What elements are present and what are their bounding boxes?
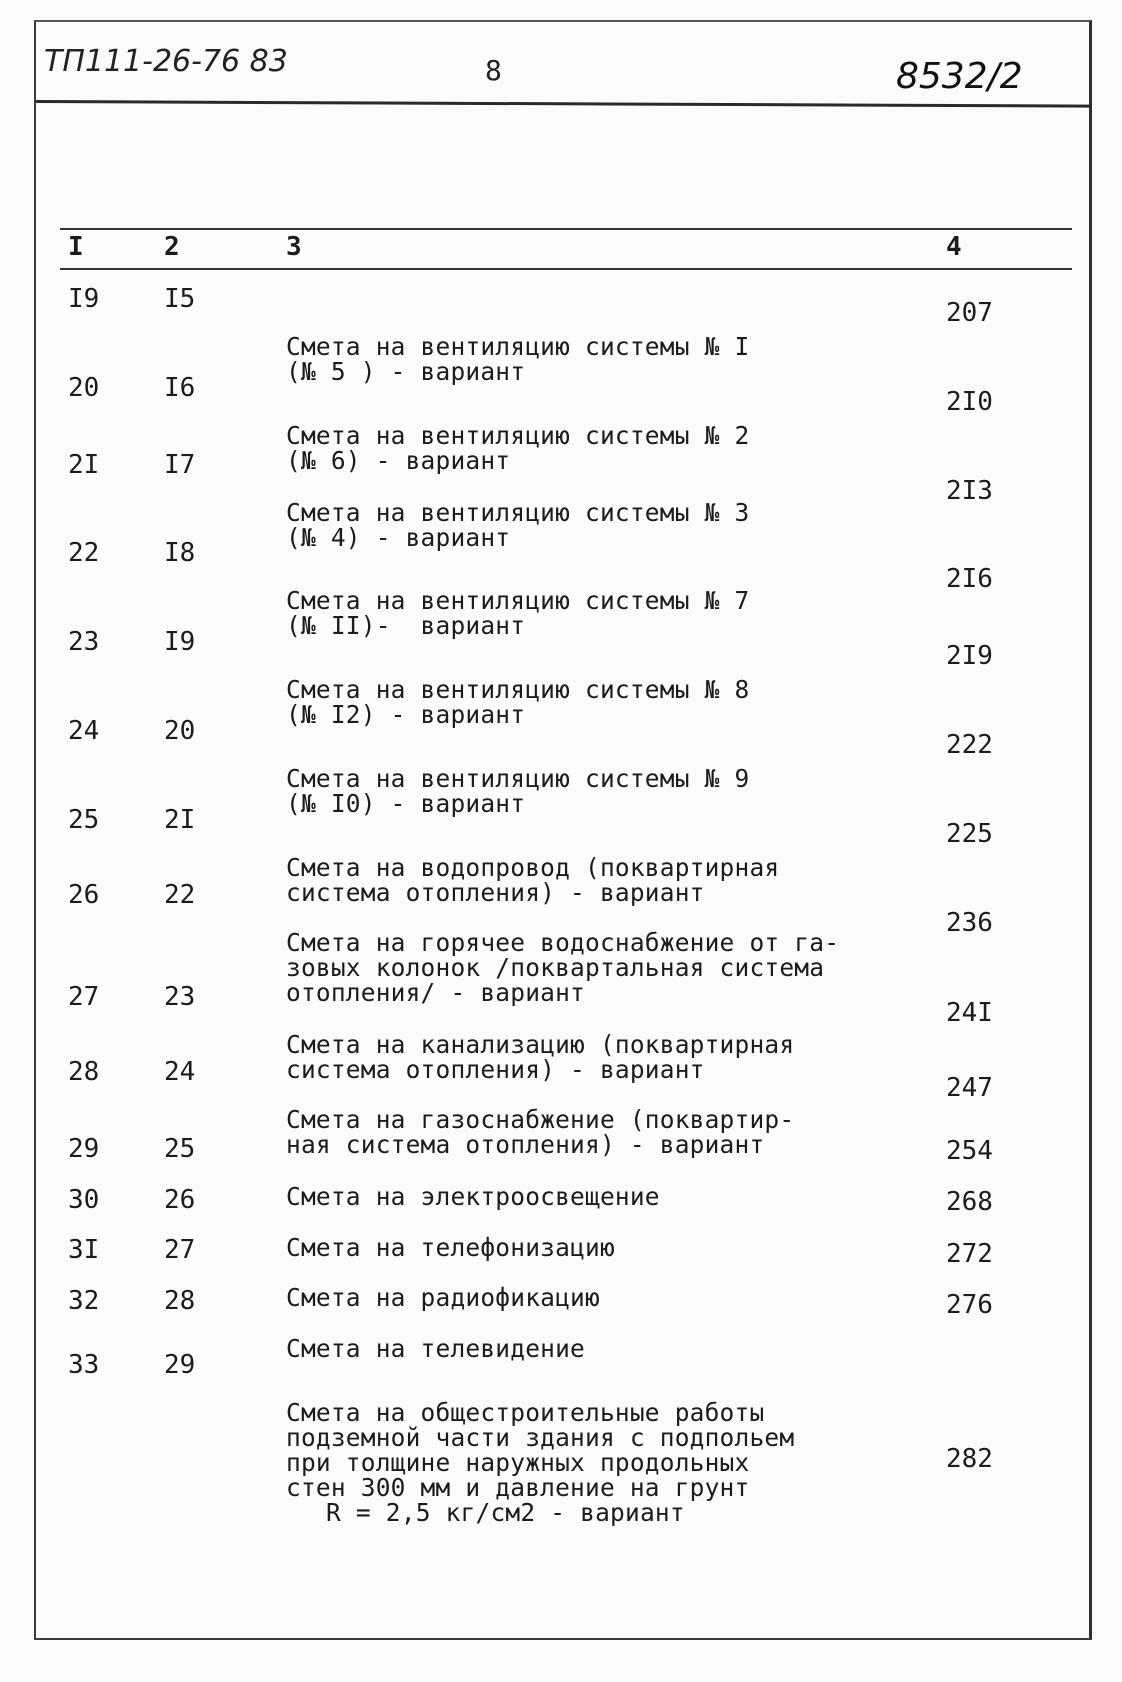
- estimate-number: 22: [164, 880, 196, 910]
- row-number: 20: [68, 373, 100, 403]
- estimate-title: Смета на вентиляцию системы № 7 (№ II)- вариант: [286, 586, 750, 640]
- estimate-title: Смета на радиофикацию: [286, 1283, 600, 1312]
- estimate-number: 20: [164, 716, 196, 746]
- row-number: 25: [68, 805, 100, 835]
- column-header-2: 2: [164, 232, 180, 262]
- estimate-title: Смета на вентиляцию системы № 9 (№ I0) - вариант: [286, 764, 750, 818]
- page-number: 8: [485, 54, 502, 87]
- estimate-title: Смета на вентиляцию системы № 8 (№ I2) - вариант: [286, 675, 750, 729]
- page-ref: 222: [946, 730, 993, 760]
- estimate-title: Смета на электроосвещение: [286, 1182, 660, 1211]
- estimate-title: Смета на водопровод (поквартирная система отопления) - вариант: [286, 853, 780, 907]
- estimate-title: Смета на телефонизацию: [286, 1233, 615, 1262]
- row-number: 29: [68, 1134, 100, 1164]
- page-ref: 24I: [946, 998, 993, 1028]
- estimate-number: 23: [164, 982, 196, 1012]
- estimate-number: I9: [164, 627, 196, 657]
- estimate-title: Смета на вентиляцию системы № 3 (№ 4) - вариант: [286, 498, 750, 552]
- row-number: 2I: [68, 450, 100, 480]
- row-number: I9: [68, 284, 100, 314]
- page-ref: 247: [946, 1073, 993, 1103]
- page-ref: 276: [946, 1290, 993, 1320]
- row-number: 28: [68, 1057, 100, 1087]
- row-number: 27: [68, 982, 100, 1012]
- page-ref: 2I3: [946, 476, 993, 506]
- estimate-number: 29: [164, 1350, 196, 1380]
- estimate-title: Смета на вентиляцию системы № I (№ 5 ) - вариант: [286, 332, 750, 386]
- page-ref: 282: [946, 1444, 993, 1474]
- estimate-number: I7: [164, 450, 196, 480]
- row-number: 30: [68, 1185, 100, 1215]
- page-ref: 254: [946, 1136, 993, 1166]
- column-header-3: 3: [286, 232, 302, 262]
- document-number: ТП111-26-76 83: [44, 44, 288, 79]
- row-number: 33: [68, 1350, 100, 1380]
- estimate-title: Смета на канализацию (поквартирная система отопления) - вариант: [286, 1030, 795, 1084]
- page-ref: 2I6: [946, 564, 993, 594]
- estimate-number: 24: [164, 1057, 196, 1087]
- estimate-number: 26: [164, 1185, 196, 1215]
- estimate-title: Смета на вентиляцию системы № 2 (№ 6) - вариант: [286, 421, 750, 475]
- row-number: 24: [68, 716, 100, 746]
- page-ref: 272: [946, 1239, 993, 1269]
- estimate-number: 27: [164, 1235, 196, 1265]
- estimate-number: I8: [164, 538, 196, 568]
- row-number: 3I: [68, 1235, 100, 1265]
- estimate-number: 28: [164, 1286, 196, 1316]
- page-ref: 268: [946, 1187, 993, 1217]
- page-ref: 207: [946, 298, 993, 328]
- row-number: 23: [68, 627, 100, 657]
- estimate-number: 25: [164, 1134, 196, 1164]
- page-ref: 2I0: [946, 387, 993, 417]
- estimate-number: I5: [164, 284, 196, 314]
- estimate-title: Смета на телевидение: [286, 1334, 586, 1363]
- estimate-title: Смета на общестроительные работы подземной части здания с подпольем при толщине наружных продольных стен 300 мм и давление на грунт R = 2,5 кг/см2 - вариант: [286, 1398, 795, 1527]
- row-number: 22: [68, 538, 100, 568]
- archive-code: 8532/2: [896, 56, 1023, 97]
- estimate-title: Смета на газоснабжение (поквартир- ная система отопления) - вариант: [286, 1105, 795, 1159]
- row-number: 32: [68, 1286, 100, 1316]
- column-header-1: I: [68, 232, 84, 262]
- row-number: 26: [68, 880, 100, 910]
- page-ref: 2I9: [946, 641, 993, 671]
- table-header-top-rule: [60, 228, 1072, 230]
- table-header-bottom-rule: [60, 268, 1072, 270]
- estimate-number: I6: [164, 373, 196, 403]
- page-ref: 236: [946, 908, 993, 938]
- estimate-title: Смета на горячее водоснабжение от га- зовых колонок /поквартальная система отопления/ - вариант: [286, 928, 840, 1007]
- page-ref: 225: [946, 819, 993, 849]
- column-header-4: 4: [946, 232, 962, 262]
- estimate-number: 2I: [164, 805, 196, 835]
